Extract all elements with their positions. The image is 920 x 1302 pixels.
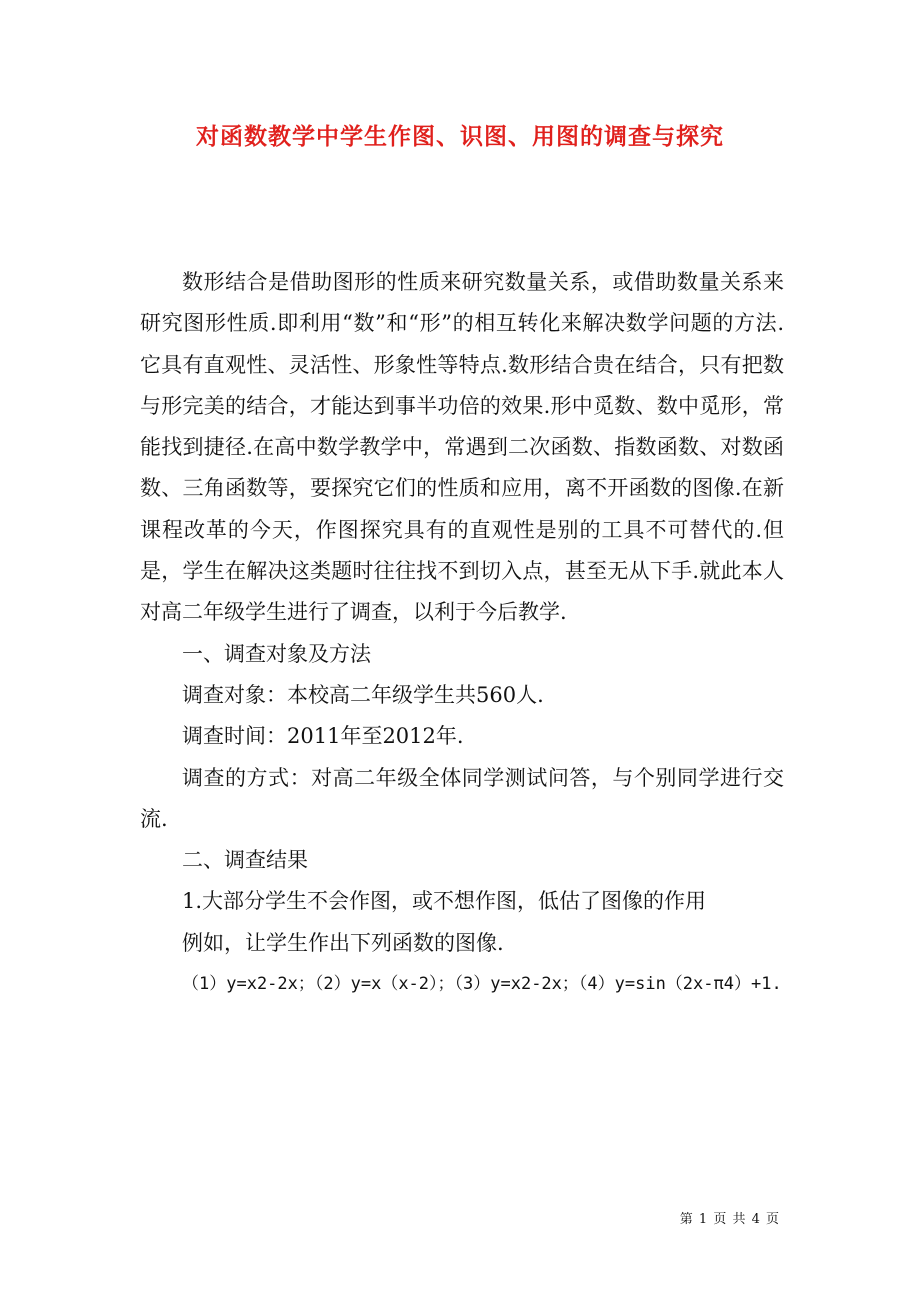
function-list: （1）y=x2-2x；（2）y=x（x-2）；（3）y=x2-2x；（4）y=sin（2x-π4）+1.: [182, 974, 782, 995]
section1-heading: 一、调查对象及方法: [182, 641, 371, 666]
section2-heading: 二、调查结果: [182, 848, 308, 873]
survey-time: 调查时间：2011年至2012年.: [182, 724, 464, 749]
document-body: [140, 262, 784, 1005]
document-title: 对函数教学中学生作图、识图、用图的调查与探究: [196, 123, 724, 150]
result-point-1: 1.大部分学生不会作图，或不想作图，低估了图像的作用: [182, 889, 707, 914]
example-intro: 例如，让学生作出下列函数的图像.: [182, 930, 504, 955]
survey-subject: 调查对象：本校高二年级学生共560人.: [182, 682, 544, 707]
page-number: 第 1 页 共 4 页: [679, 1212, 780, 1227]
survey-method: 调查的方式：对高二年级全体同学测试问答，与个别同学进行交流.: [140, 765, 784, 831]
intro-paragraph: 数形结合是借助图形的性质来研究数量关系，或借助数量关系来研究图形性质.即利用“数”和“形”的相互转化来解决数学问题的方法.它具有直观性、灵活性、形象性等特点.数形结合贵在结合，只有把数与形完美的结合，才能达到事半功倍的效果.形中觅数、数中觅形，常能找到捷径.在高中数学教学中，常遇到二次函数、指数函数、对数函数、三角函数等，要探究它们的性质和应用，离不开函数的图像.在新课程改革的今天，作图探究具有的直观性是别的工具不可替代的.但是，学生在解决这类题时往往找不到切入点，甚至无从下手.就此本人对高二年级学生进行了调查，以利于今后教学.: [140, 270, 784, 625]
